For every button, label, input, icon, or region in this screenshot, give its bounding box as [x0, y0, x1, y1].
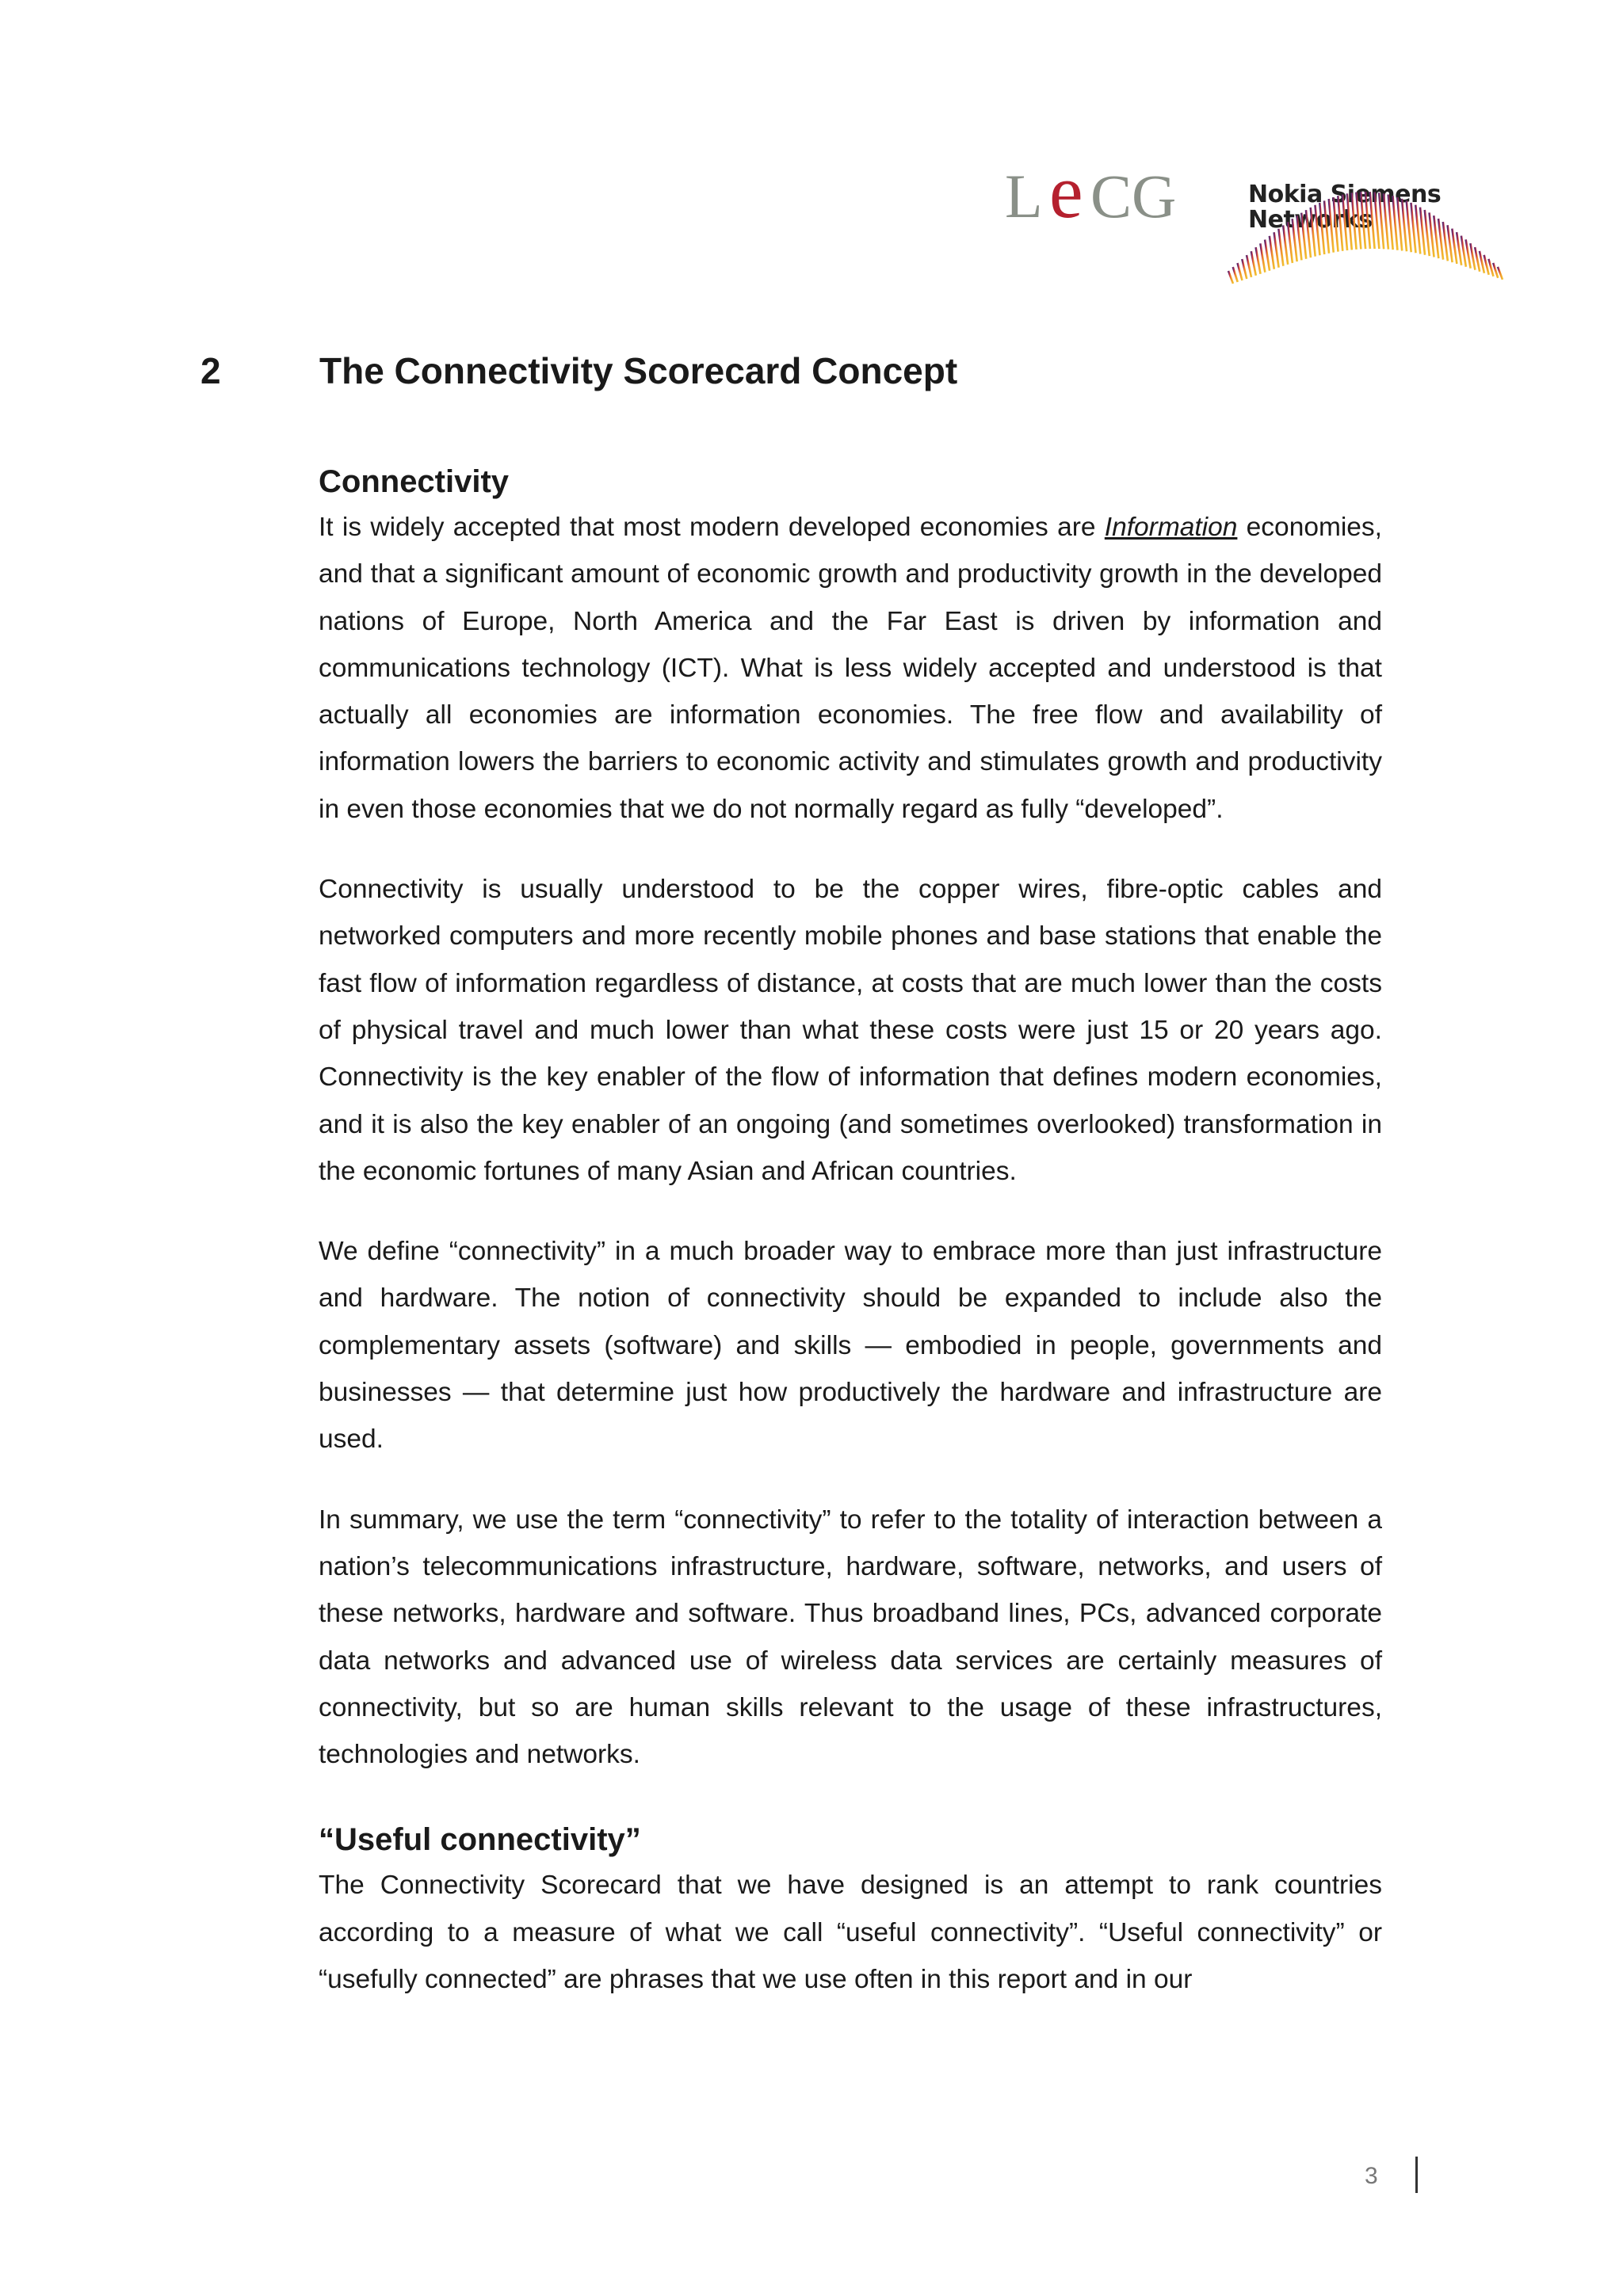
wave-stroke	[1315, 205, 1319, 255]
wave-stroke	[1296, 215, 1301, 260]
wave-stroke	[1392, 196, 1397, 250]
chapter-number: 2	[200, 350, 221, 391]
wave-stroke	[1260, 243, 1265, 272]
page-number: 3	[1365, 2163, 1378, 2189]
wave-stroke	[1407, 200, 1411, 252]
wave-stroke	[1379, 193, 1384, 249]
wave-stroke	[1233, 267, 1238, 282]
wave-stroke	[1411, 203, 1416, 253]
wave-stroke	[1352, 193, 1357, 250]
wave-stroke	[1324, 200, 1329, 253]
paragraph-1-start: It is widely accepted that most modern developed economies are	[319, 513, 1105, 542]
wave-stroke	[1374, 193, 1379, 250]
wave-stroke	[1365, 192, 1370, 249]
emphasis-information: Information	[1104, 513, 1238, 542]
wave-stroke	[1356, 193, 1361, 250]
wave-stroke	[1402, 199, 1407, 251]
wave-stroke	[1278, 229, 1283, 266]
wave-stroke	[1361, 192, 1365, 249]
wave-stroke	[1274, 232, 1279, 267]
wave-stroke	[1397, 197, 1402, 251]
wave-stroke	[1238, 263, 1243, 280]
wave-stroke	[1338, 196, 1342, 251]
section-heading-useful-connectivity: “Useful connectivity”	[319, 1822, 641, 1858]
paragraph-1	[319, 504, 1382, 833]
paragraph-5: The Connectivity Scorecard that we have designed is an attempt to rank countries according to a measure of what we call “useful connectivity”. “Useful connectivity” or “usefully connected” are phrases that we use often in this report and in our	[319, 1871, 1382, 1995]
wave-stroke	[1283, 225, 1288, 264]
wave-stroke	[1256, 247, 1261, 274]
lecg-logo	[1005, 163, 1195, 227]
wave-stroke	[1388, 195, 1393, 250]
wave-stroke	[1251, 251, 1256, 276]
wave-stroke	[1342, 195, 1347, 250]
wave-stroke	[1270, 236, 1274, 269]
wave-stroke	[1301, 213, 1306, 259]
wave-stroke	[1247, 255, 1251, 277]
paragraph-3: We define “connectivity” in a much broader way to embrace more than just infrastructure and hardware. The notion of connectivity should be expanded to include also the complementary assets (software) and skills — embodied in people, governments and businesses — that determine just how productively the hardware and infrastructure are used.	[319, 1237, 1382, 1455]
nsn-logo-line2: Networks	[1248, 206, 1373, 234]
wave-stroke	[1347, 193, 1352, 250]
page-number-divider	[1415, 2157, 1418, 2193]
nsn-wave-graphic	[1220, 181, 1506, 307]
svg-text:L: L	[1005, 163, 1043, 227]
chapter-title: The Connectivity Scorecard Concept	[319, 350, 958, 391]
wave-stroke	[1329, 199, 1334, 253]
svg-text:CG: CG	[1090, 163, 1177, 227]
body-content	[319, 460, 1382, 2003]
wave-stroke	[1319, 203, 1324, 254]
wave-stroke	[1242, 259, 1247, 279]
section-heading-connectivity: Connectivity	[319, 464, 510, 499]
wave-stroke	[1293, 219, 1297, 261]
wave-stroke	[1311, 208, 1316, 257]
svg-text:e: e	[1049, 163, 1083, 227]
paragraph-1-rest: economies, and that a significant amount of economic growth and productivity growth in the developed nations of Europe, North America and the Far East is driven by information and communications technology (ICT). What is less widely accepted and understood is that actually all economies are information economies. The free flow and availability of information lowers the barriers to economic activity and stimulates growth and productivity in even those economies that we do not normally regard as fully “developed”.	[319, 513, 1382, 824]
wave-stroke	[1288, 222, 1293, 263]
paragraph-2: Connectivity is usually understood to be the copper wires, fibre-optic cables and networked computers and more recently mobile phones and base stations that enable the fast flow of information regardless of distance, at costs that are much lower than the costs of physical travel and much lower than what these costs were just 15 or 20 years ago. Connectivity is the key enabler of the flow of information that defines modern economies, and it is also the key enabler of an ongoing (and sometimes overlooked) transformation in the economic fortunes of many Asian and African countries.	[319, 875, 1382, 1186]
nsn-logo-line1: Nokia Siemens	[1248, 181, 1442, 208]
wave-stroke	[1370, 192, 1375, 249]
wave-stroke	[1228, 271, 1233, 284]
wave-stroke	[1306, 210, 1311, 257]
wave-stroke	[1265, 240, 1270, 271]
wave-stroke	[1384, 193, 1388, 249]
wave-stroke	[1334, 197, 1338, 252]
paragraph-4: In summary, we use the term “connectivity” to refer to the totality of interaction between a nation’s telecommunications infrastructure, hardware, software, networks, and users of these networks, hardware and software. Thus broadband lines, PCs, advanced corporate data networks and advanced use of wireless data services are certainly measures of connectivity, but so are human skills relevant to the usage of these infrastructures, technologies and networks.	[319, 1505, 1382, 1770]
